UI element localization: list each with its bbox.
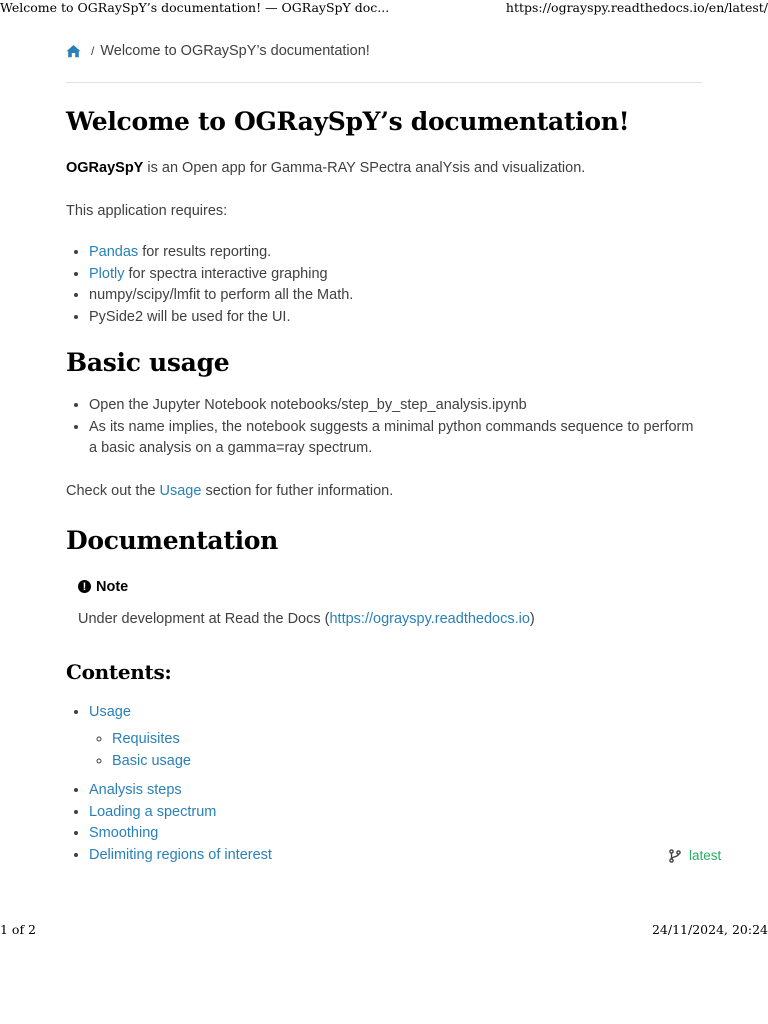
app-name: OGRaySpY <box>66 160 144 176</box>
note-text-after: ) <box>529 610 535 627</box>
toc-usage-link[interactable]: Usage <box>89 703 131 720</box>
usage-sublist <box>89 729 702 772</box>
list-item <box>89 845 702 867</box>
note-title <box>78 579 702 595</box>
basic-usage-heading: Basic usage <box>66 348 230 377</box>
list-item-text: for results reporting. <box>138 244 272 260</box>
list-item <box>89 307 702 329</box>
toc-smoothing-link[interactable]: Smoothing <box>89 825 159 841</box>
list-item <box>89 264 702 286</box>
readthedocs-link[interactable]: https://ograyspy.readthedocs.io <box>329 610 530 627</box>
list-item <box>89 285 702 307</box>
list-item-text: for spectra interactive graphing <box>124 265 328 282</box>
intro-text: is an Open app for Gamma-RAY SPectra analYsis and visualization. <box>143 160 586 176</box>
print-datetime: 24/11/2024, 20:24 <box>651 922 768 937</box>
main-content <box>66 40 702 866</box>
list-item: • As its name implies, the notebook suggests a minimal python commands sequence to perform a basic analysis on a gamma=ray spectrum. <box>89 417 702 460</box>
breadcrumb <box>66 40 702 62</box>
exclamation-circle-icon: ! <box>78 580 91 593</box>
header-divider <box>66 82 702 83</box>
note-body <box>78 609 702 630</box>
toc-basic-usage-link[interactable]: Basic usage <box>112 752 191 769</box>
list-item-text: numpy/scipy/lmfit to perform all the Math. <box>89 287 354 303</box>
note-text: Under development at Read the Docs ( <box>78 610 330 627</box>
version-switcher[interactable] <box>668 848 721 863</box>
toc-delimiting-regions-link[interactable]: Delimiting regions of interest <box>89 846 272 863</box>
check-out-text: Check out the <box>66 482 160 499</box>
list-item <box>112 751 702 773</box>
list-item <box>89 823 702 845</box>
list-item: • Open the Jupyter Notebook notebooks/step_by_step_analysis.ipynb <box>89 395 702 417</box>
print-footer <box>0 922 768 938</box>
list-item <box>89 242 702 264</box>
usage-link[interactable]: Usage <box>159 482 202 499</box>
contents-heading: Contents: <box>66 659 172 684</box>
print-page-number: 1 of 2 <box>0 922 37 937</box>
plotly-link[interactable]: Plotly <box>89 265 125 282</box>
pandas-link[interactable]: Pandas <box>89 244 139 260</box>
basic-usage-list <box>66 395 702 460</box>
check-out-paragraph <box>66 481 702 502</box>
note-title-text: Note <box>96 578 129 595</box>
breadcrumb-separator: / <box>91 44 95 58</box>
contents-list <box>66 702 702 867</box>
intro-paragraph <box>66 158 702 179</box>
toc-requisites-link[interactable]: Requisites <box>112 731 180 747</box>
list-item <box>89 702 702 773</box>
print-page-url: https://ograyspy.readthedocs.io/en/latest/ <box>505 0 768 15</box>
version-label: latest <box>689 848 722 863</box>
requirements-list <box>66 242 702 328</box>
documentation-heading: Documentation <box>66 525 279 555</box>
breadcrumb-current: Welcome to OGRaySpY’s documentation! <box>100 43 370 59</box>
requires-text: This application requires: <box>66 203 228 219</box>
toc-analysis-steps-link[interactable]: Analysis steps <box>89 782 182 798</box>
check-out-text-after: section for futher information. <box>201 482 394 499</box>
list-item <box>89 802 702 824</box>
list-item-text: PySide2 will be used for the UI. <box>89 308 291 325</box>
git-branch-icon <box>668 849 682 863</box>
page-title: Welcome to OGRaySpY’s documentation! <box>66 107 630 136</box>
list-item <box>112 729 702 751</box>
note-admonition <box>78 579 702 630</box>
toc-loading-spectrum-link[interactable]: Loading a spectrum <box>89 803 217 820</box>
print-page-title: Welcome to OGRaySpY’s documentation! — OGRaySpY doc... <box>0 0 390 15</box>
list-item <box>89 780 702 802</box>
home-icon[interactable] <box>66 44 81 58</box>
print-header <box>0 0 768 16</box>
